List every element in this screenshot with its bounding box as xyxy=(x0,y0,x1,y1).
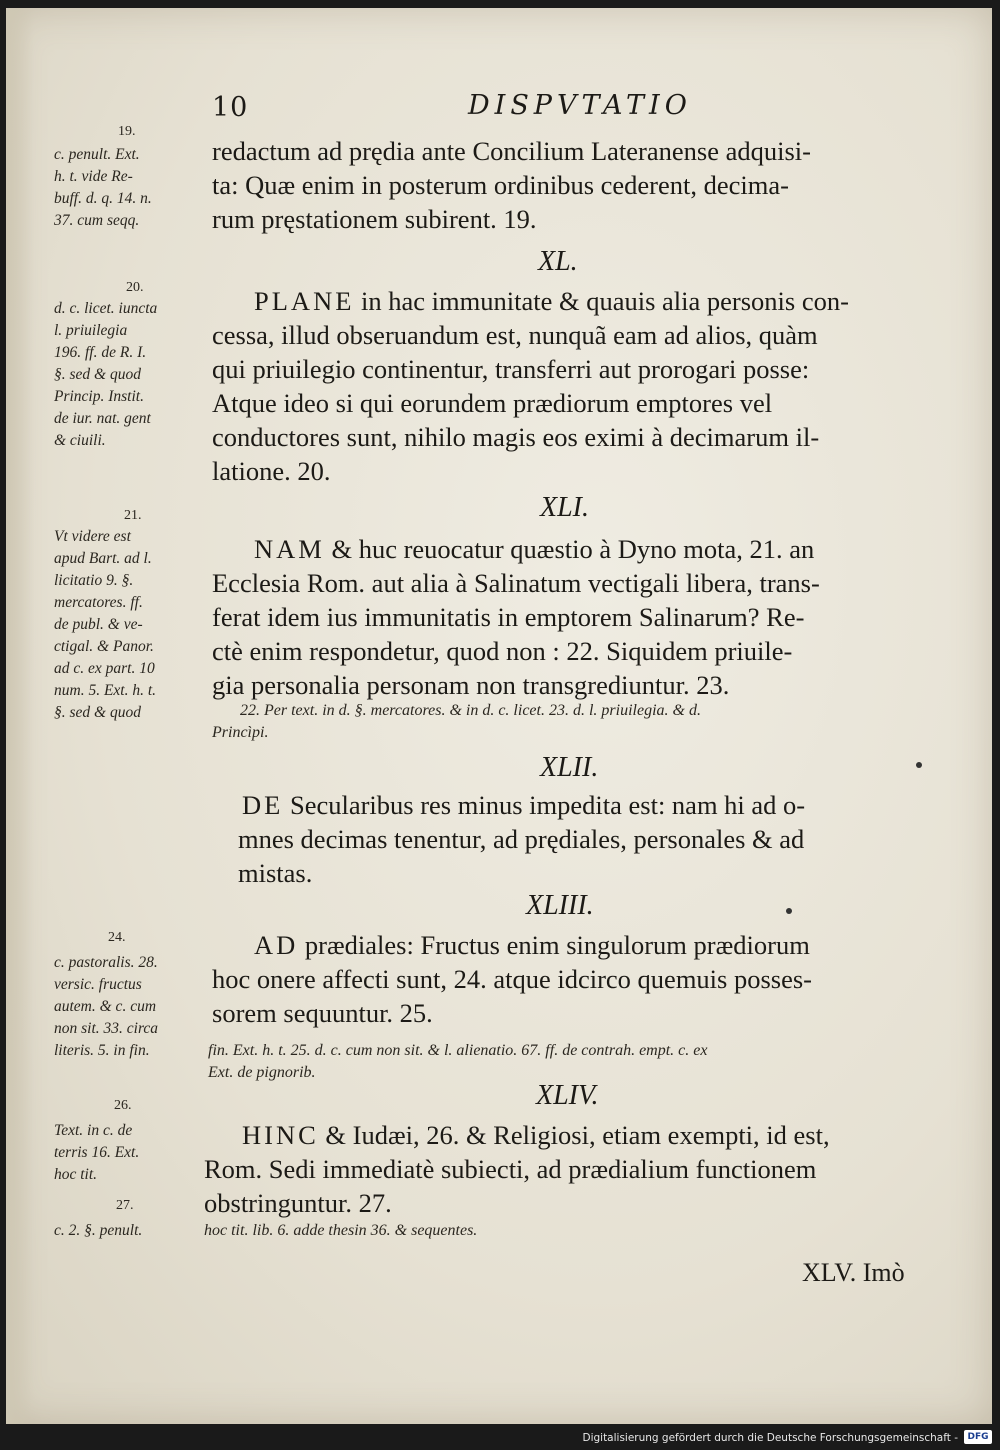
margin-note-line: versic. fructus xyxy=(54,976,142,993)
margin-note: c. 2. §. penult. xyxy=(54,1222,143,1239)
footnote xyxy=(212,700,701,744)
page-number: 10 xyxy=(212,92,249,123)
margin-note-line: literis. 5. in fin. xyxy=(54,1042,150,1059)
margin-number: 24. xyxy=(108,930,126,945)
margin-note-line: ad c. ex part. 10 xyxy=(54,660,155,677)
margin-note-line: hoc tit. xyxy=(54,1166,98,1183)
text-line: ta: Quæ enim in posterum ordinibus cederent, decima- xyxy=(212,170,789,200)
margin-note-line: Text. in c. de xyxy=(54,1122,133,1139)
margin-note-line: §. sed & quod xyxy=(54,704,141,721)
section-heading: XLIII. xyxy=(526,890,594,921)
margin-note-line: de iur. nat. gent xyxy=(54,410,151,427)
margin-note-line: 37. cum seqq. xyxy=(54,212,140,229)
margin-note-line: de publ. & ve- xyxy=(54,616,143,633)
text-line: ferat idem ius immunitatis in emptorem Salinarum? Re- xyxy=(212,602,805,632)
paragraph xyxy=(212,284,849,488)
text-line: mnes decimas tenentur, ad prędiales, personales & ad xyxy=(238,824,805,854)
paragraph xyxy=(212,928,812,1030)
margin-note xyxy=(54,952,158,1062)
margin-note-line: l. priuilegia xyxy=(54,322,128,339)
margin-note xyxy=(54,526,156,724)
lead-word: PLANE xyxy=(254,286,355,316)
text-line: qui priuilegio continentur, transferri aut prorogari posse: xyxy=(212,354,810,384)
page-gutter-shadow xyxy=(6,8,34,1424)
margin-note xyxy=(54,298,157,452)
lead-word: HINC xyxy=(242,1120,319,1150)
text-line: ctè enim respondetur, quod non : 22. Siquidem priuile- xyxy=(212,636,793,666)
margin-number: 26. xyxy=(114,1098,132,1113)
text-line: NAM & huc reuocatur quæstio à Dyno mota, 21. an xyxy=(254,534,815,564)
margin-note-line: autem. & c. cum xyxy=(54,998,157,1015)
ink-speck xyxy=(916,762,922,768)
footnote xyxy=(204,1222,477,1240)
text-line: Atque ideo si qui eorundem prædiorum emptores vel xyxy=(212,388,773,418)
margin-note-line: c. pastoralis. 28. xyxy=(54,954,158,971)
margin-note-line: terris 16. Ext. xyxy=(54,1144,140,1161)
margin-note-line: Princip. Instit. xyxy=(54,388,144,405)
paragraph xyxy=(212,532,820,702)
footnote-line: Ext. de pignorib. xyxy=(208,1064,316,1081)
section-heading: XLI. xyxy=(540,492,589,523)
margin-note xyxy=(54,144,152,232)
margin-number: 20. xyxy=(126,280,144,295)
lead-word: NAM xyxy=(254,534,325,564)
margin-note-line: apud Bart. ad l. xyxy=(54,550,152,567)
margin-number: 27. xyxy=(116,1198,134,1213)
text-line: DE Secularibus res minus impedita est: nam hi ad o- xyxy=(242,790,806,820)
text-line: cessa, illud obseruandum est, nunquã eam ad alios, quàm xyxy=(212,320,818,350)
margin-note-line: num. 5. Ext. h. t. xyxy=(54,682,157,699)
margin-note-line: buff. d. q. 14. n. xyxy=(54,190,152,207)
text-line: mistas. xyxy=(238,858,313,888)
margin-note-line: ctigal. & Panor. xyxy=(54,638,154,655)
section-heading: XLIV. xyxy=(536,1080,599,1111)
text-line: latione. 20. xyxy=(212,456,331,486)
margin-note-line: 196. ff. de R. I. xyxy=(54,344,147,361)
margin-note-line: Vt videre est xyxy=(54,528,131,545)
paragraph xyxy=(212,788,805,890)
text-line: Rom. Sedi immediatè subiecti, ad prædialium functionem xyxy=(204,1154,817,1184)
lead-word: AD xyxy=(254,930,299,960)
margin-note-line: d. c. licet. iuncta xyxy=(54,300,158,317)
digitization-credit: Digitalisierung gefördert durch die Deutsche Forschungsgemeinschaft - xyxy=(582,1432,958,1444)
footnote-line: fin. Ext. h. t. 25. d. c. cum non sit. & l. alienatio. 67. ff. de contrah. empt. c. ex xyxy=(208,1042,708,1059)
paragraph xyxy=(212,134,811,236)
text-line: conductores sunt, nihilo magis eos eximi à decimarum il- xyxy=(212,422,820,452)
margin-number: 21. xyxy=(124,508,142,523)
running-title: DISPVTATIO xyxy=(468,90,692,121)
section-heading: XL. xyxy=(538,246,578,277)
lead-word: DE xyxy=(242,790,284,820)
text-line: obstringuntur. 27. xyxy=(204,1188,392,1218)
margin-number: 19. xyxy=(118,124,136,139)
margin-note-line: licitatio 9. §. xyxy=(54,572,134,589)
text-line: gia personalia personam non transgrediuntur. 23. xyxy=(212,670,730,700)
section-heading: XLII. xyxy=(540,752,599,783)
text-line: redactum ad prędia ante Concilium Lateranense adquisi- xyxy=(212,136,811,166)
footnote-line: 22. Per text. in d. §. mercatores. & in d. c. licet. 23. d. l. priuilegia. & d. xyxy=(240,702,701,719)
margin-note xyxy=(54,1120,139,1186)
paragraph xyxy=(204,1118,830,1220)
margin-note-line: c. penult. Ext. xyxy=(54,146,140,163)
margin-note-line: h. t. vide Re- xyxy=(54,168,133,185)
text-line: hoc onere affecti sunt, 24. atque idcirco quemuis posses- xyxy=(212,964,813,994)
text-line: rum pręstationem subirent. 19. xyxy=(212,204,537,234)
catchword: XLV. Imò xyxy=(802,1258,905,1287)
text-line: AD prædiales: Fructus enim singulorum prædiorum xyxy=(254,930,810,960)
margin-note-line: & ciuili. xyxy=(54,432,106,449)
footnote-line: Princìpi. xyxy=(212,724,269,741)
margin-note-line: non sit. 33. circa xyxy=(54,1020,159,1037)
text-line: sorem sequuntur. 25. xyxy=(212,998,433,1028)
margin-note-line: mercatores. ff. xyxy=(54,594,143,611)
ink-speck xyxy=(786,908,792,914)
footnote-line: hoc tit. lib. 6. adde thesin 36. & sequentes. xyxy=(204,1222,478,1239)
dfg-logo: DFG xyxy=(964,1430,992,1444)
text-line: HINC & Iudæi, 26. & Religiosi, etiam exempti, id est, xyxy=(242,1120,830,1150)
text-line: Ecclesia Rom. aut alia à Salinatum vectigali libera, trans- xyxy=(212,568,820,598)
margin-note-line: §. sed & quod xyxy=(54,366,141,383)
footnote xyxy=(208,1040,707,1084)
text-line: PLANE in hac immunitate & quauis alia personis con- xyxy=(254,286,849,316)
